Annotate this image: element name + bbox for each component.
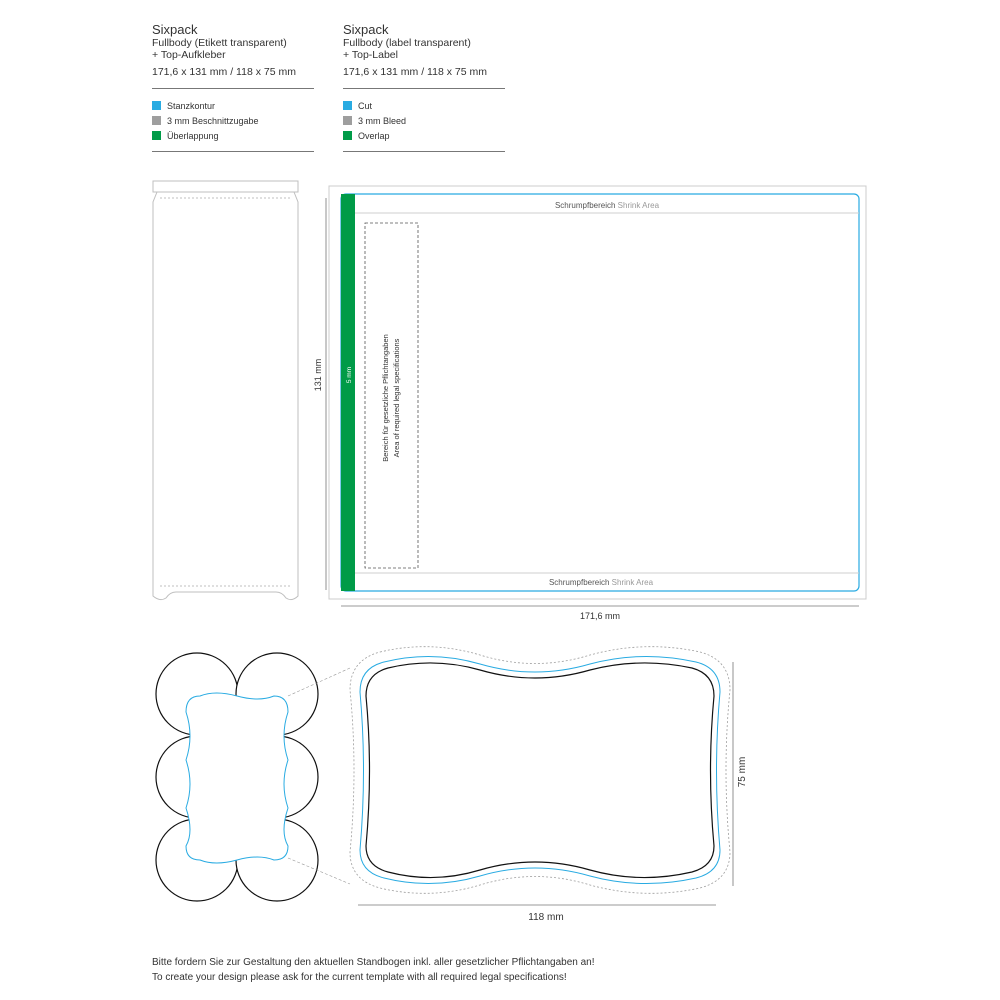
bottle-body [153, 192, 298, 600]
bottle-side-view [153, 181, 298, 600]
overlap-strip [341, 194, 355, 591]
english-legend-overlap-label: Overlap [358, 130, 390, 141]
german-legend-bleed-label: 3 mm Beschnittzugabe [167, 115, 259, 126]
footer-note-en: To create your design please ask for the current template with all required legal specifications! [152, 972, 567, 983]
top-label-safe [366, 663, 714, 878]
top-label-small-outline [186, 693, 288, 863]
german-legend-cut-label: Stanzkontur [167, 100, 216, 111]
shrink-de-top: Schrumpfbereich [554, 201, 616, 210]
shrink-en-bottom: Shrink Area [611, 578, 654, 587]
shrink-area-bottom-label [549, 578, 654, 587]
german-legend-overlap-label: Überlappung [167, 130, 219, 141]
legal-area-label-en: Area of required legal specifications [392, 338, 401, 458]
fullbody-height-label: 131 mm [313, 358, 323, 392]
english-dimensions: 171,6 x 131 mm / 118 x 75 mm [343, 66, 487, 78]
legal-area-label-de: Bereich für gesetzliche Pflichtangaben [381, 334, 390, 462]
overlap-width-label: 5 mm [346, 366, 353, 384]
top-label-large [350, 647, 730, 894]
bottle-cap [153, 181, 298, 192]
english-subtitle-2: + Top-Label [343, 49, 398, 61]
german-title: Sixpack [152, 22, 198, 37]
english-title: Sixpack [343, 22, 389, 37]
english-legend-bleed-label: 3 mm Bleed [358, 115, 407, 126]
german-subtitle-2: + Top-Aufkleber [152, 49, 226, 61]
top-label-height-label: 75 mm [737, 756, 748, 788]
shrink-area-top-label [555, 201, 660, 210]
english-legend-cut-label: Cut [358, 100, 373, 111]
cut-outline [341, 194, 859, 591]
english-subtitle-1: Fullbody (label transparent) [343, 37, 471, 49]
top-label-bleed [350, 647, 730, 894]
fullbody-width-label: 171,6 mm [579, 611, 621, 621]
german-subtitle-1: Fullbody (Etikett transparent) [152, 37, 287, 49]
top-label-width-label: 118 mm [528, 912, 564, 923]
top-label-cut [360, 656, 720, 883]
shrink-en-top: Shrink Area [617, 201, 660, 210]
fullbody-label [329, 186, 866, 599]
footer-note-de: Bitte fordern Sie zur Gestaltung den aktuellen Standbogen inkl. aller gesetzlicher Pflichtangaben an! [152, 957, 595, 968]
german-dimensions: 171,6 x 131 mm / 118 x 75 mm [152, 66, 296, 78]
shrink-de-bottom: Schrumpfbereich [548, 578, 610, 587]
